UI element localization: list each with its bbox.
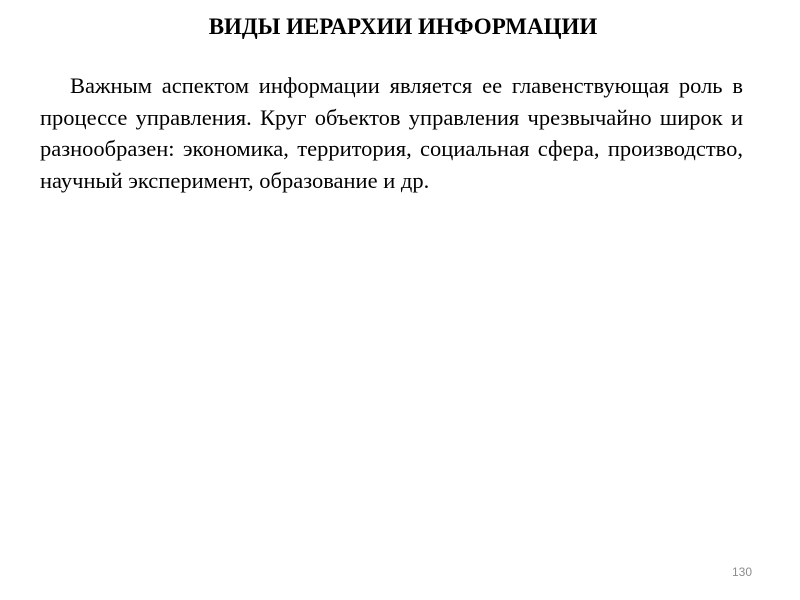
slide-title: ВИДЫ ИЕРАРХИИ ИНФОРМАЦИИ	[208, 14, 598, 39]
slide-body-paragraph: Важным аспектом информации является ее главенствующая роль в процессе управления. Круг объектов управления чрезвычайно широк и разнообразен: экономика, территория, социальная сфера, производство, научный эксперимент, образование и др.	[40, 73, 743, 193]
slide-page-number: 130	[731, 565, 752, 579]
